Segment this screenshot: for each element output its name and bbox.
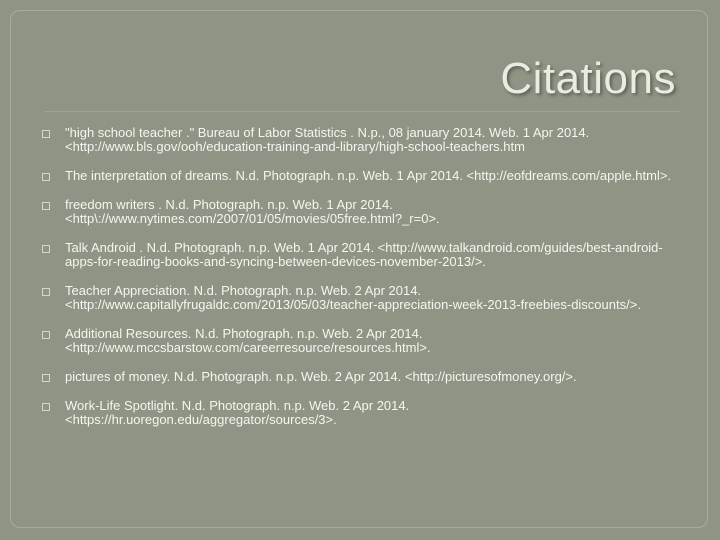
square-bullet-icon [42, 374, 50, 382]
citation-text: pictures of money. N.d. Photograph. n.p. Web. 2 Apr 2014. <http://picturesofmoney.org/>. [65, 369, 577, 384]
citation-text: Teacher Appreciation. N.d. Photograph. n.p. Web. 2 Apr 2014. <http://www.capitallyfrugaldc.com/2013/05/03/teacher-appreciation-week-2013-freebies-discounts/>. [65, 283, 641, 312]
citation-text: Work-Life Spotlight. N.d. Photograph. n.p. Web. 2 Apr 2014. <https://hr.uoregon.edu/aggregator/sources/3>. [65, 398, 410, 427]
title-divider [44, 111, 680, 112]
slide-title: Citations [500, 54, 676, 103]
citation-text: freedom writers . N.d. Photograph. n.p. Web. 1 Apr 2014. <http\://www.nytimes.com/2007/01/05/movies/05free.html?_r=0>. [65, 197, 440, 226]
square-bullet-icon [42, 331, 50, 339]
citation-item [42, 169, 682, 183]
citation-text: Talk Android . N.d. Photograph. n.p. Web. 1 Apr 2014. <http://www.talkandroid.com/guides/best-android-apps-for-reading-books-and-syncing-between-devices-november-2013/>. [65, 240, 663, 269]
square-bullet-icon [42, 202, 50, 210]
square-bullet-icon [42, 130, 50, 138]
citation-item [42, 284, 682, 312]
square-bullet-icon [42, 288, 50, 296]
citation-text: The interpretation of dreams. N.d. Photograph. n.p. Web. 1 Apr 2014. <http://eofdreams.com/apple.html>. [65, 168, 672, 183]
citation-item [42, 399, 682, 427]
square-bullet-icon [42, 403, 50, 411]
citation-text: "high school teacher ." Bureau of Labor Statistics . N.p., 08 january 2014. Web. 1 Apr 2014. <http://www.bls.gov/ooh/education-training-and-library/high-school-teachers.htm [65, 125, 590, 154]
square-bullet-icon [42, 245, 50, 253]
citation-item [42, 241, 682, 269]
citation-item [42, 126, 682, 154]
citation-item [42, 198, 682, 226]
citation-item [42, 370, 682, 384]
citation-list [42, 126, 682, 442]
square-bullet-icon [42, 173, 50, 181]
citation-item [42, 327, 682, 355]
citation-text: Additional Resources. N.d. Photograph. n.p. Web. 2 Apr 2014. <http://www.mccsbarstow.com/careerresource/resources.html>. [65, 326, 431, 355]
